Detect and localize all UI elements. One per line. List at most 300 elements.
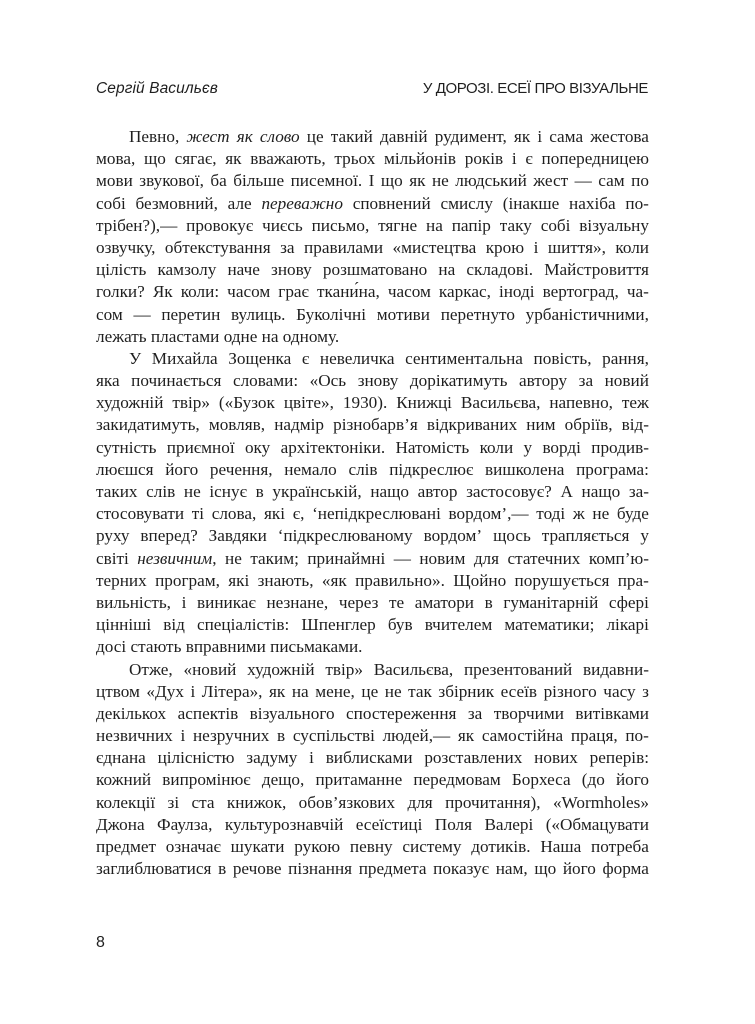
word: немало [284,459,337,479]
word: лікарі [606,615,649,635]
word: правилами [304,237,384,257]
word: щось [493,526,531,546]
word: шиття», [547,237,606,257]
word: часом [227,282,271,302]
word: «новий [183,659,237,679]
word: новим [419,548,466,568]
word: гуманітарній [503,592,599,612]
text-line [96,126,649,148]
word: знають, [257,570,314,590]
word: прочитання), [445,792,541,812]
word: як [457,726,475,746]
text-line [96,326,649,348]
word: пластами [150,326,220,346]
word: слово [259,127,300,146]
word: цілісністю [157,748,235,768]
word: напевно, [549,393,613,413]
word: років [464,149,504,169]
text-line [96,592,649,614]
word: обріїв, [564,415,613,435]
word: це [361,681,379,701]
word: вправними [185,637,266,657]
word: люєшся [96,459,154,479]
word: і [537,127,543,146]
word: збірник [438,681,495,701]
word: Фаулза, [157,814,213,834]
text-line [96,392,649,414]
word: Літера», [201,681,263,701]
word: те [388,592,405,612]
word: його [562,859,596,879]
text-line [96,614,649,636]
word: і [511,149,517,169]
word: «Дух [146,681,184,701]
word: цілість [96,260,147,280]
text-line [96,570,649,592]
word: так [408,681,432,701]
word: буде [616,504,649,524]
word: речення, [209,459,273,479]
word: твір» [325,659,363,679]
word: нахіба [569,193,616,213]
word: предмета [358,859,427,879]
word: як [409,171,426,191]
word: задуму [246,748,298,768]
word: — [393,548,411,568]
word: сом [96,304,123,324]
word: ‘підкреслюваному [277,526,413,546]
word: «Ось [309,371,347,391]
word: ткани́на, [317,282,380,302]
word: форма [602,859,649,879]
page-number: 8 [96,934,105,951]
word: трьох [334,149,376,169]
word: зі [167,792,180,812]
word: звукової, [139,171,204,191]
word: творчими [493,703,564,723]
word: письмо, [311,215,370,235]
word: візуальну [579,215,649,235]
word: попередницею [541,149,649,169]
word: Васильєва, [373,659,454,679]
word: стають [130,637,182,657]
word: Буколічні [296,304,367,324]
word: продив- [591,437,649,457]
word: трібен?),— [96,215,178,235]
word: по- [625,726,649,746]
text-line [96,237,649,259]
word: мова, [96,149,136,169]
word: новий [604,371,649,391]
word: які [264,504,286,524]
word: програм, [155,570,220,590]
word: архітектоніки. [280,437,386,457]
word: слова, [211,504,257,524]
word: трапляється [541,526,630,546]
word: програма: [576,459,649,479]
word: ним [526,415,556,435]
word: порушується [514,570,610,590]
word: через [338,592,379,612]
word: що [380,171,403,191]
word: на [438,260,456,280]
word: коли: [180,282,220,302]
word: є, [292,504,305,524]
word: обтекстування [164,237,271,257]
word: Зощенка [228,348,292,368]
word: переважно [261,193,343,213]
word: тоді [536,504,566,524]
text-line [96,348,649,370]
word: як [513,127,531,146]
word: художній [96,393,164,413]
word: ворді [542,437,581,457]
word: різнобарв’я [333,415,418,435]
word: притаманне [315,770,403,790]
word: дещо, [261,770,305,790]
word: ж [572,504,585,524]
word: але [227,193,252,213]
text-line [96,636,649,658]
text-line [96,481,649,503]
word: сутність [96,437,157,457]
word: самостійна [481,726,564,746]
word: речове [232,859,282,879]
word: вордом’,— [448,504,529,524]
word: — [574,171,592,191]
word: єднана [96,748,146,768]
word: сфері [608,592,649,612]
word: цінніші [96,615,152,635]
word: світі [96,548,129,568]
word: виблисками [325,748,413,768]
word: собі [96,193,126,213]
word: за [467,703,483,723]
word: сам [598,171,625,191]
word: які [228,570,250,590]
word: наче [227,260,260,280]
word: Васильєва, [460,393,541,413]
word: словами: [232,371,299,391]
text-line [96,503,649,525]
word: одному. [282,326,340,346]
word: вперед? [140,526,198,546]
word: «як [321,570,347,590]
word: озвучку, [96,237,156,257]
word: не [384,681,402,701]
word: смислу [440,193,493,213]
word: і [181,592,187,612]
text-line [96,304,649,326]
word: у [640,526,649,546]
word: перетнуто [440,304,515,324]
word: різного [543,681,597,701]
word: витівками [575,703,649,723]
word: у [523,437,533,457]
word: перетин [161,304,221,324]
word: іноді [498,282,535,302]
word: і [190,681,196,701]
word: (інакше [502,193,560,213]
word: А [560,482,573,501]
word: досі [96,637,127,657]
word: цвіте», [283,393,334,413]
word: автор [417,482,458,501]
word: Поля [434,814,473,834]
word: крою [485,237,525,257]
word: підкреслює [389,459,474,479]
word: повість, [533,348,592,368]
word: від- [621,415,649,435]
text-line [96,659,649,681]
word: безмовний, [135,193,218,213]
word: невеличка [319,348,395,368]
word: рукою [294,837,341,856]
word: — [133,304,151,324]
word: реперів: [589,748,649,768]
word: на [261,326,279,346]
word: Шпенглер [301,615,376,635]
word: розставлених [424,748,523,768]
word: нових [534,748,578,768]
word: не [431,171,449,191]
word: за- [628,482,649,501]
word: каркас, [438,282,491,302]
word: сентиментальна [405,348,523,368]
word: Книжці [396,393,452,413]
word: для [473,548,500,568]
word: таким; [250,548,299,568]
word: є [525,149,533,169]
word: провокує [186,215,254,235]
text-line [96,259,649,281]
word: аспектів [177,703,239,723]
word: художній [247,659,315,679]
word: візуального [249,703,335,723]
word: сповнений [352,193,431,213]
text-line [96,370,649,392]
text-line [96,193,649,215]
paragraph [96,126,649,348]
word: Наша [540,837,582,856]
word: лежать [96,326,147,346]
word: і [180,726,186,746]
word: (до [581,770,605,790]
word: Отже, [129,659,173,679]
word: його [165,459,199,479]
word: не [183,482,201,501]
text-line [96,525,649,547]
word: теж [621,393,649,413]
word: Завдяки [208,526,267,546]
word: комп’ю- [588,548,649,568]
word: дорікатимуть [409,371,508,391]
paragraph [96,348,649,659]
word: такий [330,127,373,146]
word: шукати [230,837,285,856]
word: від [163,615,185,635]
word: приємної [166,437,235,457]
word: ‘непідкреслювані [312,504,441,524]
word: камзолу [157,260,217,280]
word: застосовує? [466,482,552,501]
word: предмет [96,837,156,856]
word: коли [479,437,514,457]
word: як [225,149,242,169]
word: вордом’ [423,526,483,546]
word: і [309,748,314,768]
word: нам, [495,859,528,879]
word: вчителем [424,615,493,635]
text-line [96,858,649,880]
word: («Бузок [218,393,275,413]
text-line [96,414,649,436]
word: більше [233,171,285,191]
word: слів [348,459,378,479]
word: сягає, [174,149,217,169]
word: тягне [378,215,418,235]
text-line [96,459,649,481]
word: відкриваних [426,415,518,435]
word: Майстровиття [544,260,649,280]
word: нащо [581,482,621,501]
word: в [255,482,264,501]
word: голки? [96,282,145,302]
text-line [96,792,649,814]
running-header-title: У ДОРОЗІ. ЕСЕЇ ПРО ВІЗУАЛЬНЕ [422,80,648,97]
word: («Обмацувати [545,814,649,834]
word: Щойно [453,570,507,590]
word: У [129,348,142,368]
text-line [96,747,649,769]
word: рання, [602,348,649,368]
word: жест [186,127,230,146]
word: в [218,859,227,879]
word: вертоград, [542,282,619,302]
word: незнане, [266,592,329,612]
word: мови [96,171,133,191]
word: ста [191,792,215,812]
word: як [269,681,286,701]
word: за [578,371,594,391]
word: правильно». [355,570,445,590]
word: випромінює [162,770,251,790]
word: його [615,770,649,790]
word: жестова [590,127,649,146]
word: автору [518,371,568,391]
word: суспільстві [292,726,375,746]
word: не [592,504,610,524]
word: починається [131,371,222,391]
text-line [96,769,649,791]
word: з [642,681,649,701]
word: твір» [172,393,210,413]
word: ті [191,504,205,524]
word: праця, [570,726,618,746]
word: по [631,171,649,191]
word: незвичних [96,726,173,746]
body-text [96,126,649,880]
word: оку [244,437,271,457]
word: математики; [504,615,595,635]
word: виникає [197,592,256,612]
word: чиєсь [262,215,303,235]
text-line [96,281,649,303]
word: культурознавчій [224,814,344,834]
word: знову [271,260,312,280]
text-line [96,814,649,836]
word: ба [210,171,227,191]
word: передмовам [413,770,501,790]
word: розшматовано [322,260,428,280]
word: людський [455,171,527,191]
word: цтвом [96,681,140,701]
word: вважають, [250,149,326,169]
word: був [387,615,413,635]
word: українській, [272,482,362,501]
word: складові. [466,260,534,280]
word: статечних [507,548,581,568]
word: мене, [315,681,355,701]
word: вишколена [485,459,565,479]
word: що [534,859,557,879]
word: колекції [96,792,156,812]
word: собі [540,215,571,235]
word: письмаками. [270,637,363,657]
word: папір [451,215,491,235]
running-header-author: Сергій Васильєв [96,80,218,97]
word: потреба [591,837,649,856]
word: незручних [192,726,270,746]
word: рудимент, [434,127,507,146]
text-line [96,703,649,725]
word: таких [96,482,138,501]
word: нащо [370,482,409,501]
word: певну [349,837,393,856]
word: Валері [484,814,534,834]
word: пра- [617,570,649,590]
word: жест [533,171,569,191]
word: яка [96,371,120,391]
word: слів [146,482,176,501]
word: грає [278,282,309,302]
text-line [96,681,649,703]
word: за [280,237,295,257]
word: в [484,592,493,612]
word: 1930). [342,393,388,413]
word: книжок, [226,792,287,812]
word: давній [379,127,428,146]
word: спостереження [346,703,457,723]
word: означає [165,837,221,856]
word: часу [603,681,636,701]
word: для [407,792,433,812]
text-line [96,725,649,747]
word: писемної. [290,171,363,191]
word: урбаністичними, [525,304,649,324]
text-line [96,215,649,237]
word: декількох [96,703,167,723]
word: стосовувати [96,504,185,524]
word: пізнання [288,859,353,879]
word: мовляв, [208,415,266,435]
word: мільйонів [384,149,456,169]
word: принаймні [307,548,386,568]
word: Борхеса [511,770,571,790]
word: незвичним, [137,548,217,568]
word: заглиблюватися [96,859,212,879]
paragraph [96,659,649,881]
